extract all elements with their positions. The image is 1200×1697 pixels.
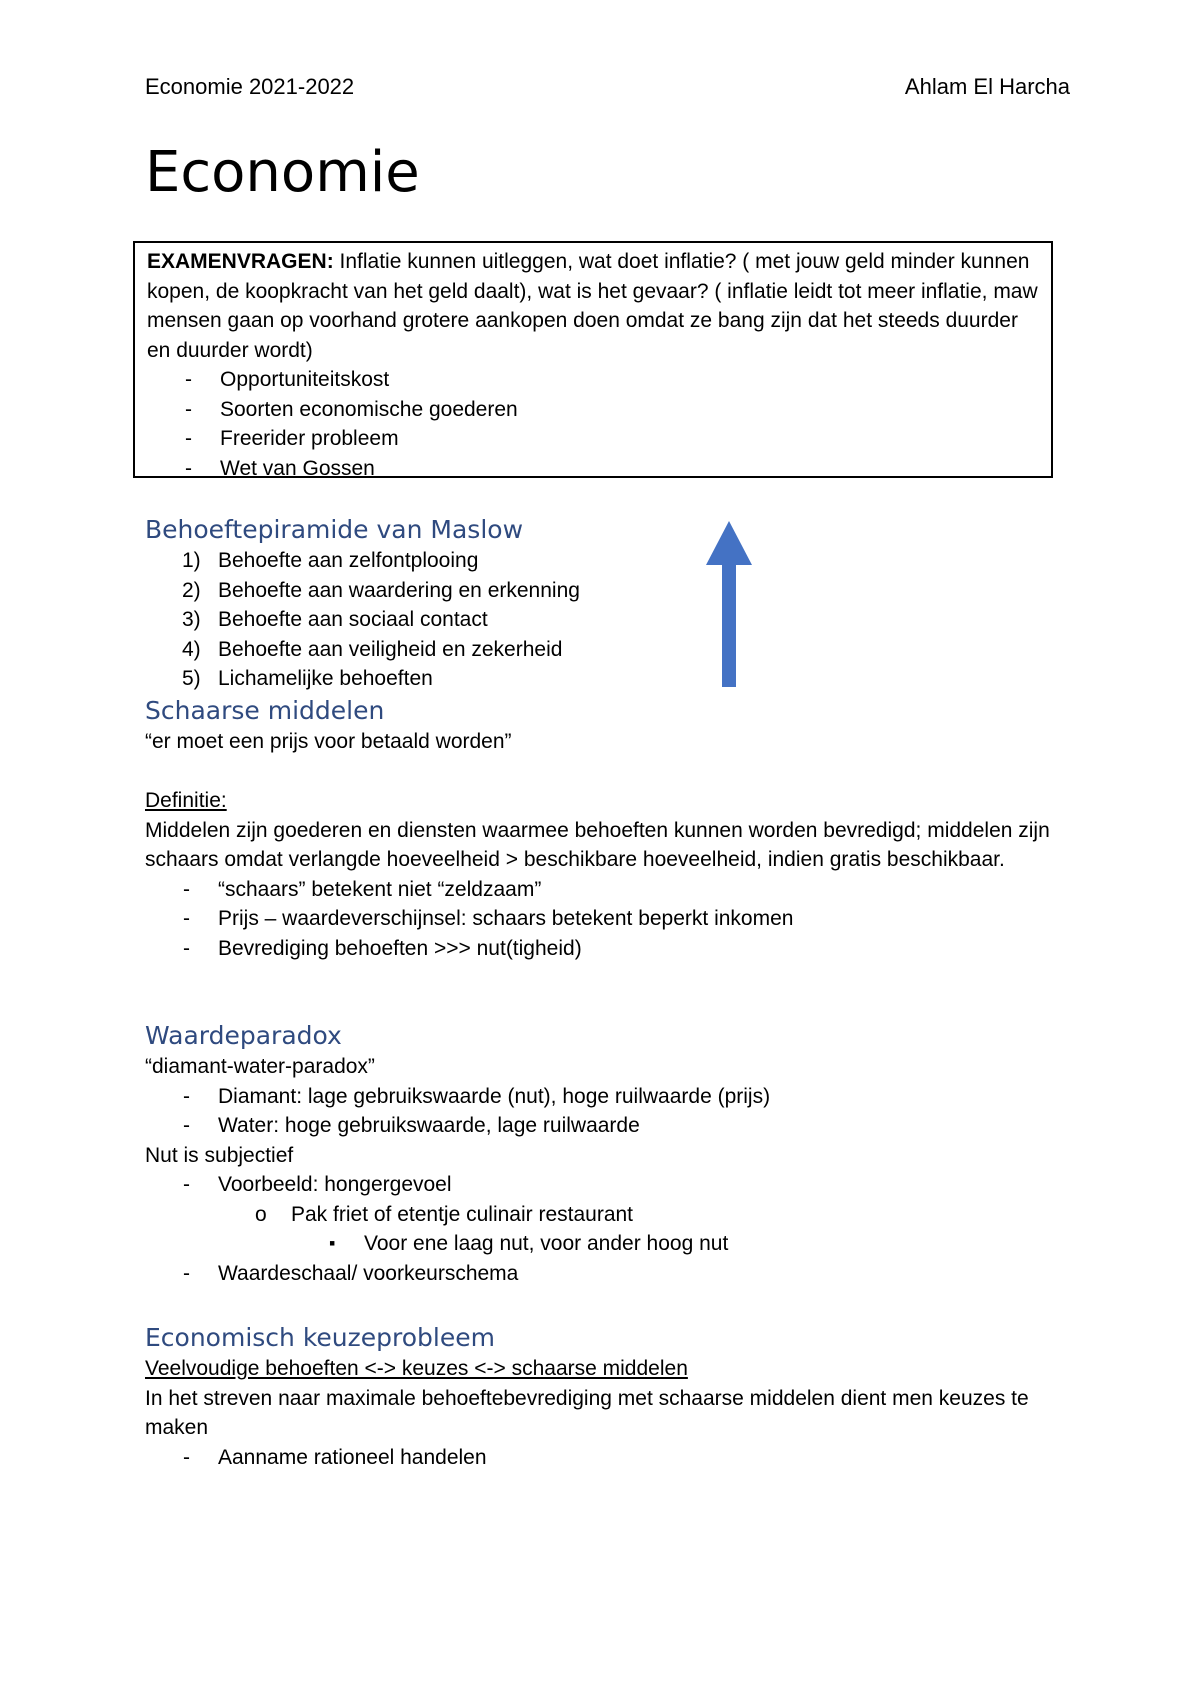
header-course: Economie 2021-2022 bbox=[145, 74, 355, 99]
maslow-item-number: 1) bbox=[182, 549, 201, 572]
maslow-item bbox=[145, 664, 1075, 694]
waardeschaal-item: - Waardeschaal/ voorkeurschema bbox=[145, 1259, 1075, 1289]
voorbeeld-item: - Voorbeeld: hongergevoel bbox=[145, 1170, 1075, 1200]
keuze-underlined: Veelvoudige behoeften <-> keuzes <-> schaarse middelen bbox=[145, 1357, 688, 1380]
maslow-item-text: Behoefte aan zelfontplooing bbox=[218, 549, 479, 572]
voorbeeld-subsublist bbox=[145, 1229, 1075, 1259]
keuze-item: - Aanname rationeel handelen bbox=[145, 1443, 1075, 1473]
nut-subjectief: Nut is subjectief bbox=[145, 1143, 294, 1167]
waardeparadox-list bbox=[145, 1082, 1075, 1141]
schaarse-item: - Bevrediging behoeften >>> nut(tigheid) bbox=[145, 934, 1075, 964]
waardeparadox-heading: Waardeparadox bbox=[145, 1021, 342, 1050]
keuze-text: In het streven naar maximale behoeftebevrediging met schaarse middelen dient men keuzes te maken bbox=[145, 1386, 1029, 1439]
voorbeeld-subsubitem: ▪ Voor ene laag nut, voor ander hoog nut bbox=[145, 1229, 1075, 1259]
maslow-item-text: Lichamelijke behoeften bbox=[218, 667, 433, 690]
up-arrow-icon bbox=[706, 521, 752, 687]
voorbeeld-list bbox=[145, 1170, 1075, 1200]
exam-topic: - Opportuniteitskost bbox=[147, 365, 1039, 395]
schaarse-item: - “schaars” betekent niet “zeldzaam” bbox=[145, 875, 1075, 905]
maslow-item-text: Behoefte aan veiligheid en zekerheid bbox=[218, 637, 563, 661]
schaarse-list bbox=[145, 875, 1075, 964]
exam-topic: - Freerider probleem bbox=[147, 424, 1039, 454]
maslow-list bbox=[145, 546, 1075, 694]
waardeparadox-item: - Diamant: lage gebruikswaarde (nut), hoge ruilwaarde (prijs) bbox=[145, 1082, 1075, 1112]
maslow-item-number: 2) bbox=[182, 578, 201, 602]
definition-text: Middelen zijn goederen en diensten waarmee behoeften kunnen worden bevredigd; middelen zijn schaars omdat verlangde hoeveelheid > beschikbare hoeveelheid, indien gratis beschikbaar. bbox=[145, 818, 1050, 871]
maslow-item-text: Behoefte aan sociaal contact bbox=[218, 608, 488, 631]
maslow-item-number: 4) bbox=[182, 637, 201, 661]
waardeparadox-quote: “diamant-water-paradox” bbox=[145, 1055, 375, 1078]
voorbeeld-sublist bbox=[145, 1200, 1075, 1230]
schaarse-quote: “er moet een prijs voor betaald worden” bbox=[145, 730, 512, 753]
keuze-section bbox=[145, 1322, 1075, 1472]
page-title: Economie bbox=[145, 140, 420, 205]
schaarse-heading: Schaarse middelen bbox=[145, 696, 385, 725]
maslow-heading: Behoeftepiramide van Maslow bbox=[145, 515, 524, 544]
maslow-item-number: 5) bbox=[182, 667, 201, 690]
exam-topic: - Wet van Gossen bbox=[147, 454, 1039, 484]
definition-label: Definitie: bbox=[145, 789, 227, 812]
exam-topic: - Soorten economische goederen bbox=[147, 395, 1039, 425]
keuze-heading: Economisch keuzeprobleem bbox=[145, 1323, 495, 1352]
keuze-list bbox=[145, 1443, 1075, 1473]
exam-questions-box bbox=[133, 241, 1053, 478]
waardeschaal-list bbox=[145, 1259, 1075, 1289]
exam-topic-list bbox=[147, 365, 1039, 483]
header-author: Ahlam El Harcha bbox=[904, 74, 1070, 99]
maslow-item bbox=[145, 635, 1075, 665]
waardeparadox-item: - Water: hoge gebruikswaarde, lage ruilwaarde bbox=[145, 1111, 1075, 1141]
exam-text: Inflatie kunnen uitleggen, wat doet inflatie? ( met jouw geld minder kunnen kopen, de koopkracht van het geld daalt), wat is het gevaar? ( inflatie leidt tot meer inflatie, maw mensen gaan op voorhand grotere aankopen doen omdat ze bang zijn dat het steeds duurder en duurder wordt) bbox=[147, 250, 1038, 362]
maslow-item-number: 3) bbox=[182, 608, 201, 631]
maslow-item-text: Behoefte aan waardering en erkenning bbox=[218, 578, 580, 602]
exam-intro bbox=[147, 247, 1039, 365]
schaarse-section bbox=[145, 695, 1075, 963]
exam-label: EXAMENVRAGEN: bbox=[147, 250, 334, 273]
schaarse-item: - Prijs – waardeverschijnsel: schaars betekent beperkt inkomen bbox=[145, 904, 1075, 934]
maslow-item bbox=[145, 576, 1075, 606]
maslow-section bbox=[145, 514, 1075, 694]
maslow-item bbox=[145, 546, 1075, 576]
waardeparadox-section bbox=[145, 1020, 1075, 1288]
maslow-item bbox=[145, 605, 1075, 635]
voorbeeld-subitem: o Pak friet of etentje culinair restaurant bbox=[145, 1200, 1075, 1230]
